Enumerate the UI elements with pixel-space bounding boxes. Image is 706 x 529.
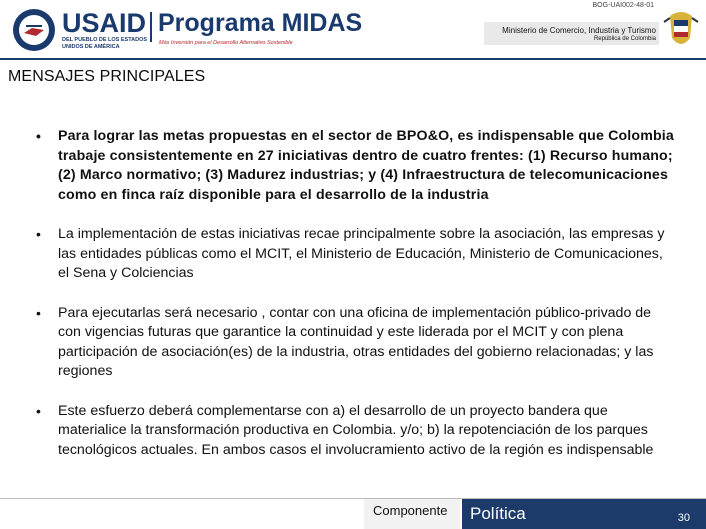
list-item (36, 127, 676, 205)
slide-header (0, 0, 706, 56)
politica-label: Política (470, 504, 526, 523)
list-item (36, 225, 676, 284)
bullet-text: Para ejecutarlas será necesario , contar con una oficina de implementación público-privado de con vigencias futuras que garantice la continuidad y este liderada por el MCIT y con plena participación de asociación(es) de la industria, otras entidades del gobierno relacionadas; y las regiones (58, 304, 654, 379)
document-reference: BOG-UAI002-48-01 (592, 2, 654, 9)
programa-subtitle: Más Inversión para el Desarrollo Alternativo Sostenible (159, 40, 293, 46)
list-item (36, 304, 676, 382)
usaid-logo-text: USAID (62, 8, 147, 38)
bullet-text: Para lograr las metas propuestas en el sector de BPO&O, es indispensable que Colombia trabaje consistentemente en 27 iniciativas dentro de cuatro frentes: (1) Recurso humano; (2) Marco normativo; (3) Madurez industrias; y (4) Infraestructura de telecomunicaciones como en finca raíz disponible para el desarrollo de la industria (58, 128, 674, 203)
usaid-seal-icon (12, 8, 56, 52)
bullet-text: Este esfuerzo deberá complementarse con a) el desarrollo de un proyecto bandera que materialice la transformación productiva en Colombia. y/o; b) la repotenciación de los parques tecnológicos actuales. En ambos casos el involucramiento activo de la región es indispensable (58, 402, 654, 458)
bullet-text: La implementación de estas iniciativas recae principalmente sobre la asociación, las empresas y las entidades públicas como el MCIT, el Ministerio de Educación, Ministerio de Comunicaciones, el Sena y Colciencias (58, 226, 665, 281)
section-title: MENSAJES PRINCIPALES (8, 68, 206, 85)
logo-divider (150, 12, 152, 42)
ministerio-label: Ministerio de Comercio, Industria y Turismo (502, 26, 656, 35)
bullet-list (36, 127, 676, 460)
page-number: 30 (677, 512, 690, 524)
programa-logo-text: Programa MIDAS (158, 9, 363, 37)
usaid-subtitle: DEL PUEBLO DE LOS ESTADOS UNIDOS DE AMÉRICA (62, 37, 148, 50)
colombia-coat-of-arms-icon (660, 8, 702, 54)
bullet-icon: • (36, 402, 41, 419)
header-rule (0, 58, 706, 60)
componente-label: Componente (373, 503, 448, 518)
bullet-icon: • (36, 226, 41, 242)
list-item (36, 402, 676, 461)
bullet-icon: • (36, 128, 42, 144)
bullet-icon: • (36, 304, 41, 321)
republica-label: República de Colombia (593, 36, 656, 42)
